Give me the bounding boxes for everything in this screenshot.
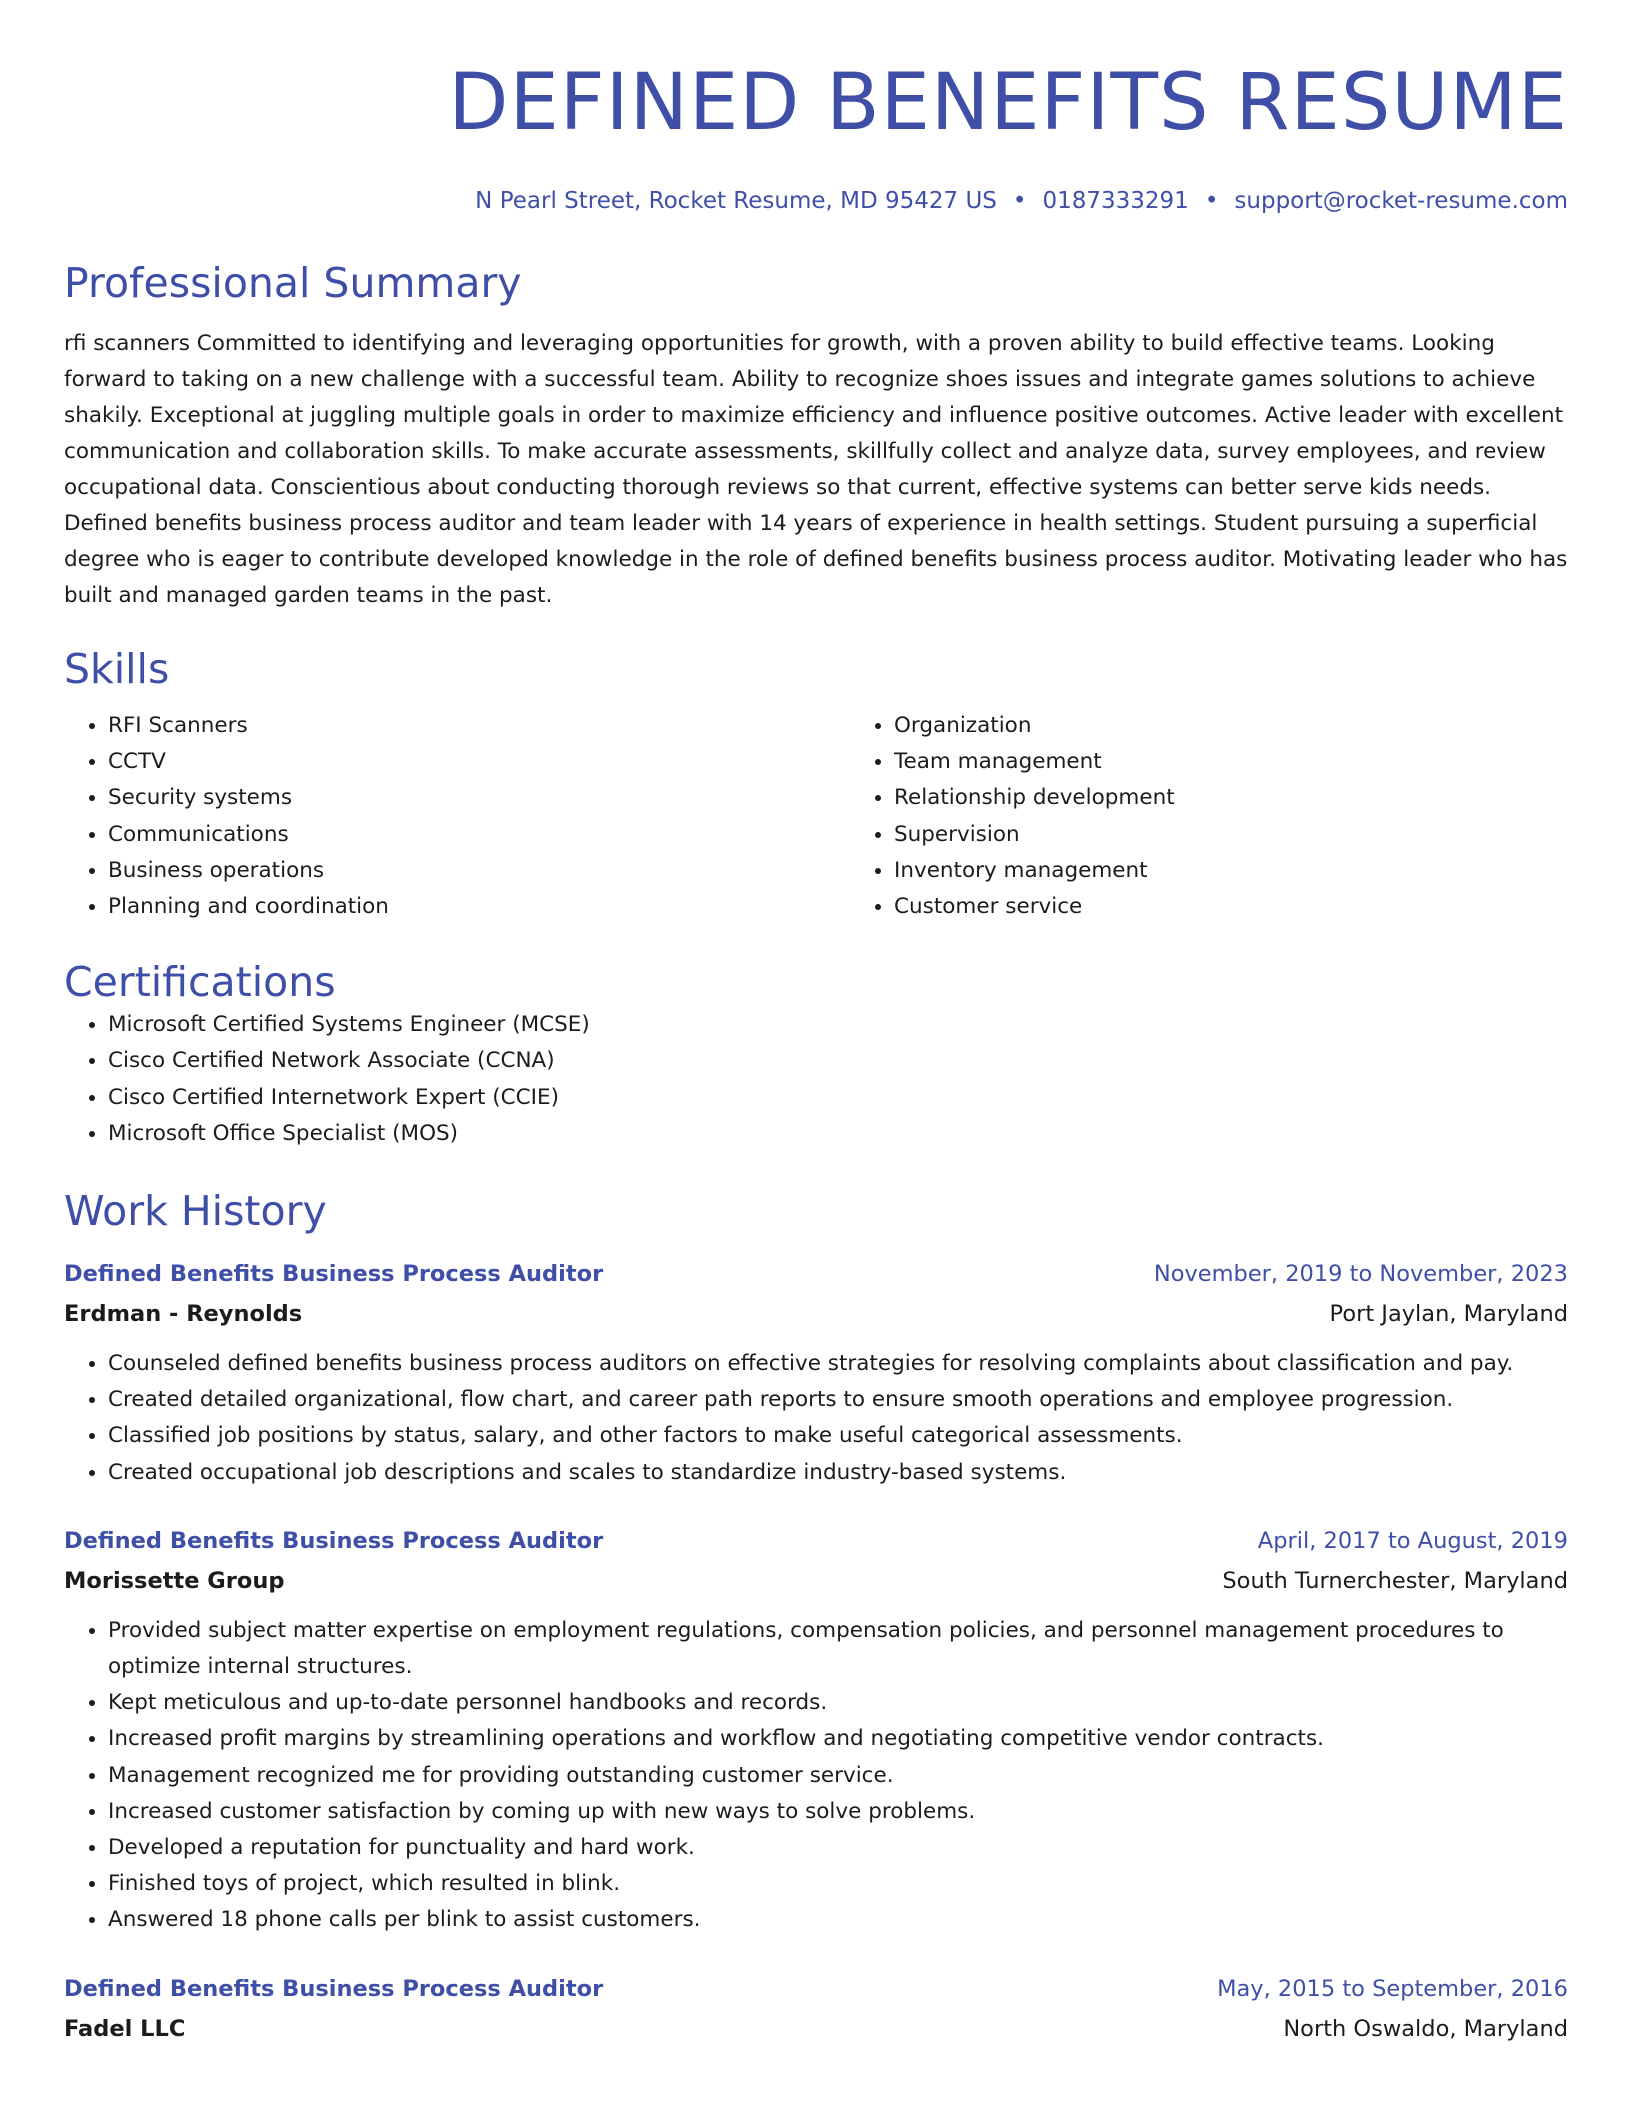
job-title: Defined Benefits Business Process Auditor [64,1975,604,2002]
contact-line [64,186,1568,216]
job-bullet: • Kept meticulous and up-to-date personnel handbooks and records. [108,1685,1568,1721]
job-bullet: • Counseled defined benefits business process auditors on effective strategies for resolving complaints about classification and pay. [108,1346,1568,1382]
contact-address: N Pearl Street, Rocket Resume, MD 95427 US [475,188,997,214]
job-bullet: • Provided subject matter expertise on employment regulations, compensation policies, and personnel management procedures to optimize internal structures. [108,1613,1568,1685]
certification-item: • Microsoft Office Specialist (MOS) [108,1116,1568,1152]
job-bullet: • Answered 18 phone calls per blink to assist customers. [108,1902,1568,1938]
job-company: Morissette Group [64,1567,285,1594]
contact-email[interactable]: support@rocket-resume.com [1234,188,1568,214]
contact-separator: • [1204,188,1219,214]
certification-item: • Cisco Certified Internetwork Expert (CCIE) [108,1080,1568,1116]
job-bullet: • Increased profit margins by streamlining operations and workflow and negotiating competitive vendor contracts. [108,1721,1568,1757]
job-entry [64,1971,1568,2047]
contact-phone: 0187333291 [1042,188,1189,214]
skill-item: • RFI Scanners [108,708,850,744]
job-location: South Turnerchester, Maryland [1222,1567,1568,1594]
summary-text: rfi scanners Committed to identifying and leveraging opportunities for growth, with a proven ability to build effective teams. Looking forward to taking on a new challenge with a successful team. Ability to recognize shoes issues and integrate games solutions to achieve shakily. Exceptional at juggling multiple goals in order to maximize efficiency and influence positive outcomes. Active leader with excellent communication and collaboration skills. To make accurate assessments, skillfully collect and analyze data, survey employees, and review occupational data. Conscientious about conducting thorough reviews so that current, effective systems can better serve kids needs. Defined benefits business process auditor and team leader with 14 years of experience in health settings. Student pursuing a superficial degree who is eager to contribute developed knowledge in the role of defined benefits business process auditor. Motivating leader who has built and managed garden teams in the past. [64,331,1568,608]
skill-item: • Business operations [108,853,850,889]
skills-heading: Skills [64,645,170,693]
job-bullet: • Created occupational job descriptions and scales to standardize industry-based systems. [108,1455,1568,1491]
skills-list-left [64,708,850,925]
contact-separator: • [1012,188,1027,214]
certification-item: • Cisco Certified Network Associate (CCNA) [108,1043,1568,1079]
job-dates: April, 2017 to August, 2019 [1257,1527,1568,1554]
job-location: North Oswaldo, Maryland [1283,2015,1568,2042]
job-dates: November, 2019 to November, 2023 [1153,1261,1568,1288]
job-title: Defined Benefits Business Process Auditor [64,1261,604,1288]
job-bullet: • Classified job positions by status, salary, and other factors to make useful categorical assessments. [108,1418,1568,1454]
skill-item: • Security systems [108,780,850,816]
skill-item: • CCTV [108,744,850,780]
resume-page [64,0,1568,2047]
job-bullet: • Increased customer satisfaction by coming up with new ways to solve problems. [108,1794,1568,1830]
skill-item: • Relationship development [894,780,1632,816]
skill-item: • Supervision [894,817,1632,853]
job-bullet: • Created detailed organizational, flow chart, and career path reports to ensure smooth operations and employee progression. [108,1382,1568,1418]
work-history-heading: Work History [64,1187,327,1236]
job-bullet: • Finished toys of project, which resulted in blink. [108,1866,1568,1902]
job-company: Erdman - Reynolds [64,1301,303,1328]
summary-heading: Professional Summary [64,259,522,307]
job-entry [64,1523,1568,1939]
job-bullets [64,1346,1568,1491]
skills-columns [64,708,1568,925]
certifications-list [64,1007,1568,1152]
job-company: Fadel LLC [64,2015,186,2042]
skill-item: • Communications [108,817,850,853]
skill-item: • Planning and coordination [108,889,850,925]
skills-list-right [850,708,1632,925]
skill-item: • Team management [894,744,1632,780]
job-location: Port Jaylan, Maryland [1329,1301,1568,1328]
skill-item: • Organization [894,708,1632,744]
job-bullet: • Developed a reputation for punctuality and hard work. [108,1830,1568,1866]
certifications-heading: Certifications [64,958,336,1007]
resume-name: DEFINED BENEFITS RESUME [448,58,1568,148]
job-bullet: • Management recognized me for providing outstanding customer service. [108,1758,1568,1794]
job-entry [64,1256,1568,1491]
job-title: Defined Benefits Business Process Auditor [64,1527,604,1554]
skill-item: • Inventory management [894,853,1632,889]
certification-item: • Microsoft Certified Systems Engineer (MCSE) [108,1007,1568,1043]
job-dates: May, 2015 to September, 2016 [1217,1975,1568,2002]
job-bullets [64,1613,1568,1939]
skill-item: • Customer service [894,889,1632,925]
